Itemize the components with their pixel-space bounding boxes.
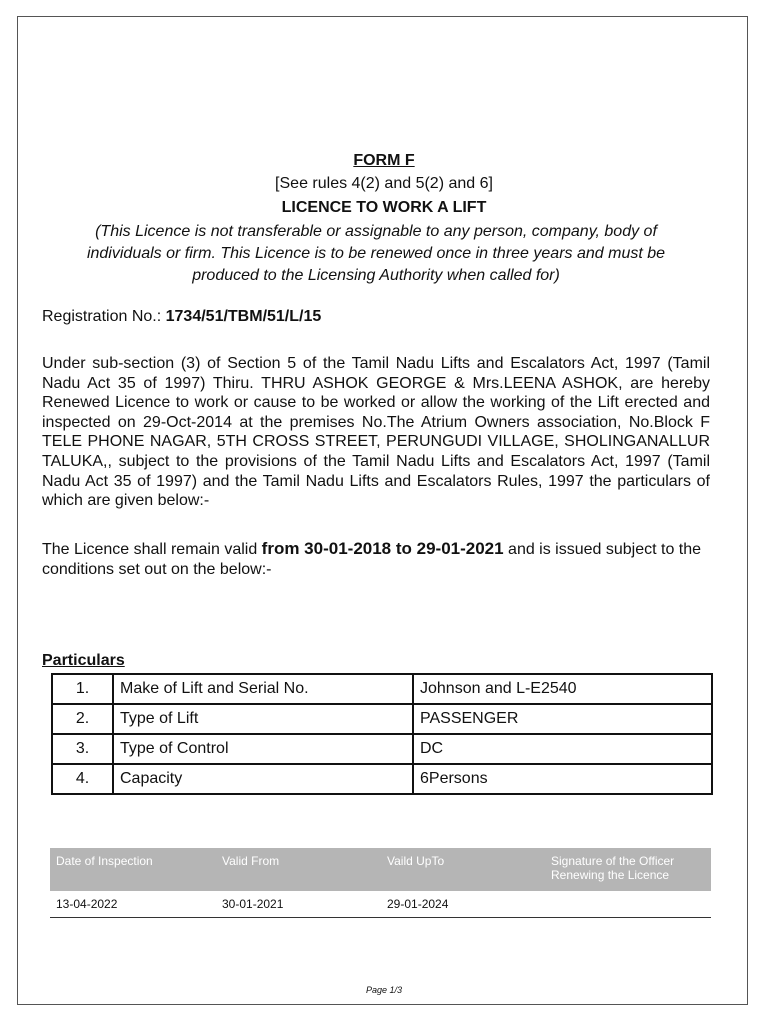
row-value: DC [413, 734, 712, 764]
row-label: Type of Lift [113, 704, 413, 734]
row-value: Johnson and L-E2540 [413, 674, 712, 704]
row-value: 6Persons [413, 764, 712, 794]
validity-paragraph [42, 539, 710, 580]
row-label: Type of Control [113, 734, 413, 764]
row-number: 1. [52, 674, 113, 704]
table-row [52, 704, 712, 734]
table-row [50, 848, 711, 918]
row-number: 4. [52, 764, 113, 794]
row-value: PASSENGER [413, 704, 712, 734]
header-valid-from: Valid From [222, 854, 280, 868]
header-signature: Signature of the Officer Renewing the Licence [551, 854, 675, 882]
header-valid-upto: Vaild UpTo [387, 854, 445, 868]
table-row [52, 674, 712, 704]
valid-upto-date: 29-01-2024 [387, 897, 449, 911]
table-row [52, 764, 712, 794]
particulars-table [51, 673, 713, 795]
rules-reference: [See rules 4(2) and 5(2) and 6] [275, 175, 493, 192]
registration-number: 1734/51/TBM/51/L/15 [165, 308, 322, 325]
registration-line [42, 308, 321, 326]
validity-prefix: The Licence shall remain valid [42, 541, 262, 558]
licence-title: LICENCE TO WORK A LIFT [281, 199, 487, 216]
inspection-date: 13-04-2022 [56, 897, 118, 911]
page-number: Page 1/3 [365, 985, 403, 995]
licence-note: (This Licence is not transferable or assignable to any person, company, body of individuals or firm. This Licence is to be renewed once in three years and must be produced to the Licensing Authority when called for) [86, 223, 666, 284]
licence-paragraph: Under sub-section (3) of Section 5 of the Tamil Nadu Lifts and Escalators Act, 1997 (Tamil Nadu Act 35 of 1997) Thiru. THRU ASHOK GEORGE & Mrs.LEENA ASHOK, are hereby Renewed Licence to work or cause to be worked or allow the working of the Lift erected and inspected on 29-Oct-2014 at the premises No.The Atrium Owners association, No.Block F TELE PHONE NAGAR, 5TH CROSS STREET, PERUNGUDI VILLAGE, SHOLINGANALLUR TALUKA,, subject to the provisions of the Tamil Nadu Lifts and Escalators Act, 1997 (Tamil Nadu Act 35 of 1997) and the Tamil Nadu Lifts and Escalators Rules, 1997 the particulars of which are given below:- [42, 355, 710, 510]
header-date-of-inspection: Date of Inspection [56, 854, 153, 868]
row-number: 3. [52, 734, 113, 764]
valid-from-date: 30-01-2021 [222, 897, 284, 911]
form-title: FORM F [353, 152, 415, 169]
registration-label: Registration No.: [42, 308, 162, 325]
particulars-heading: Particulars [42, 652, 125, 669]
row-label: Capacity [113, 764, 413, 794]
validity-range: from 30-01-2018 to 29-01-2021 [261, 539, 504, 558]
table-row [52, 734, 712, 764]
inspection-table [50, 848, 711, 911]
validity-suffix: and is issued subject to the conditions set out on the below:- [42, 541, 702, 578]
row-number: 2. [52, 704, 113, 734]
row-label: Make of Lift and Serial No. [113, 674, 413, 704]
